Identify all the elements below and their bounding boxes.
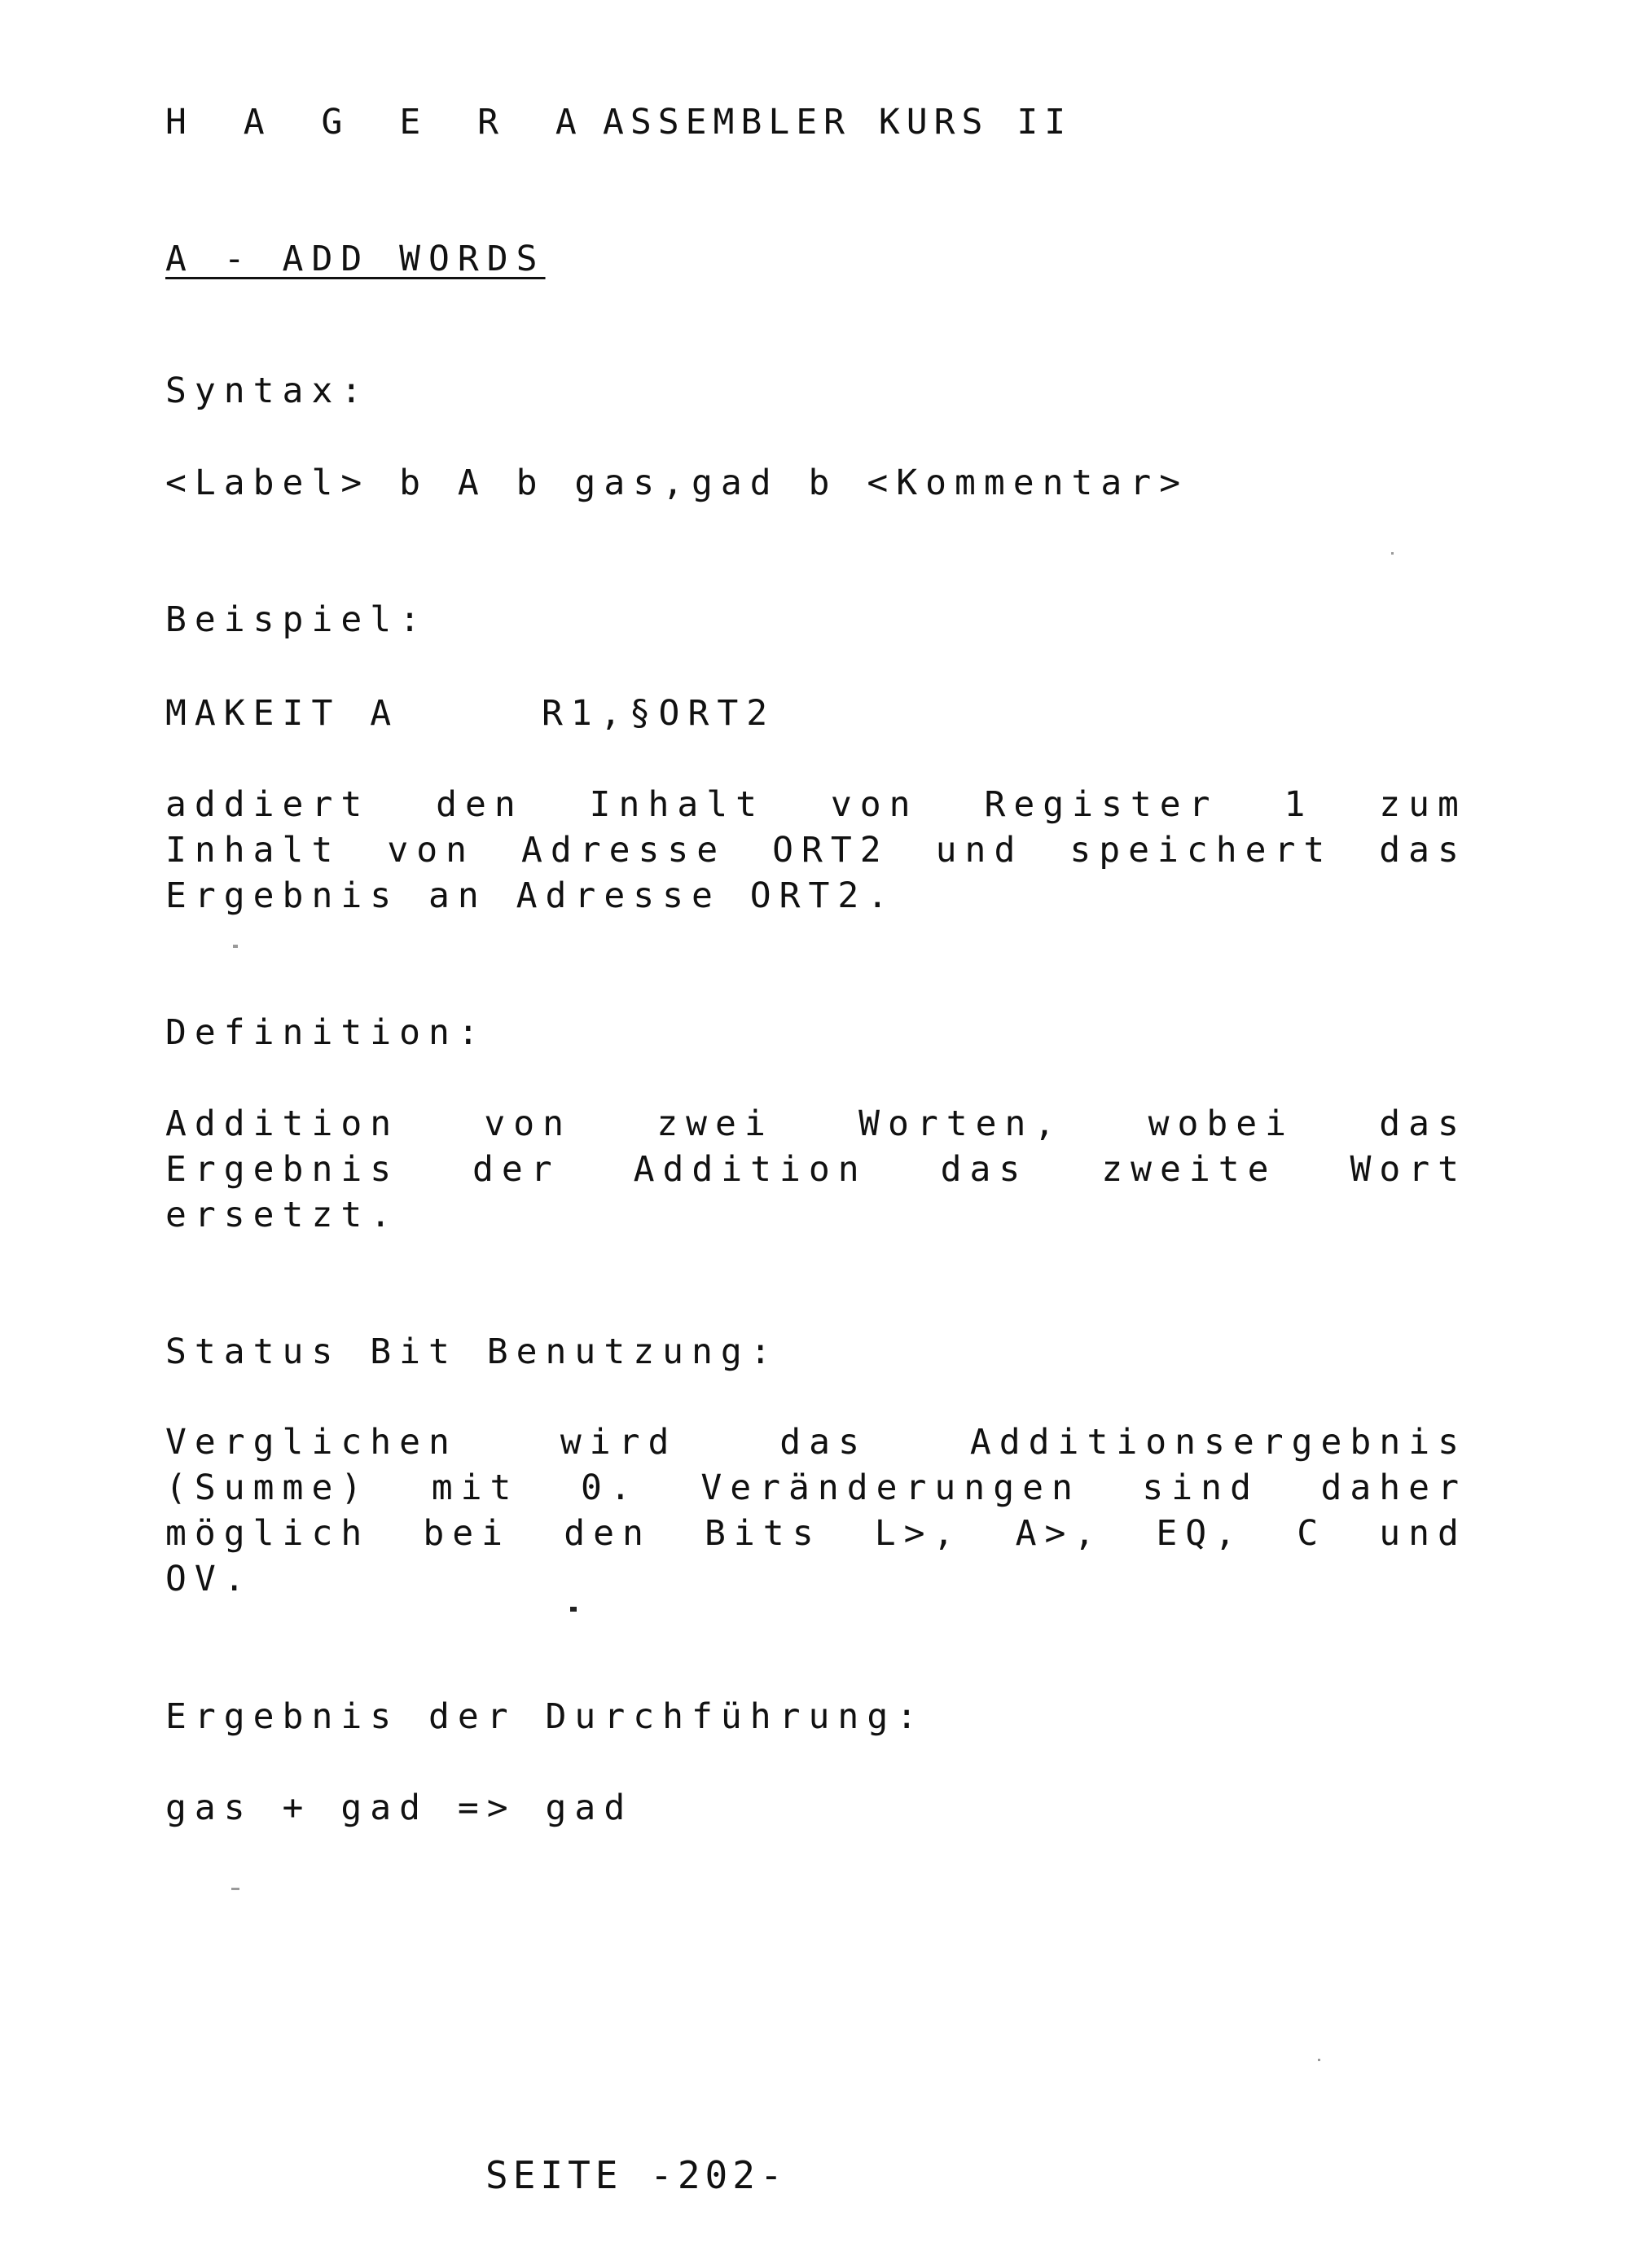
syntax-line: <Label> b A b gas,gad b <Kommentar> xyxy=(165,463,1189,503)
status-bits-heading: Status Bit Benutzung: xyxy=(165,1331,779,1372)
status-bits-line-1: Verglichen wird das Additionsergebnis xyxy=(165,1422,1467,1463)
example-code-operands: R1,§ORT2 xyxy=(542,693,776,734)
status-bits-line-3: möglich bei den Bits L>, A>, EQ, C und xyxy=(165,1513,1467,1554)
scan-speck xyxy=(233,945,238,948)
scan-speck xyxy=(1391,552,1394,555)
header-course-title: ASSEMBLER KURS II xyxy=(603,102,1073,143)
example-code-label: MAKEIT A xyxy=(165,693,400,734)
result-heading: Ergebnis der Durchführung: xyxy=(165,1696,926,1737)
example-description-line-3: Ergebnis an Adresse ORT2. xyxy=(165,875,897,916)
status-bits-line-2: (Summe) mit 0. Veränderungen sind daher xyxy=(165,1467,1467,1508)
definition-line-1: Addition von zwei Worten, wobei das xyxy=(165,1103,1467,1144)
scan-speck xyxy=(231,1888,239,1890)
syntax-heading: Syntax: xyxy=(165,371,371,411)
scan-speck xyxy=(570,1607,577,1612)
result-formula: gas + gad => gad xyxy=(165,1788,634,1828)
scan-speck xyxy=(1318,2059,1320,2061)
definition-heading: Definition: xyxy=(165,1012,487,1053)
section-title: A - ADD WORDS xyxy=(165,239,546,279)
definition-line-2: Ergebnis der Addition das zweite Wort xyxy=(165,1149,1467,1190)
example-heading: Beispiel: xyxy=(165,599,428,640)
status-bits-line-4: OV. xyxy=(165,1559,253,1599)
page-number: SEITE -202- xyxy=(485,2153,788,2197)
example-description-line-1: addiert den Inhalt von Register 1 zum xyxy=(165,784,1467,825)
example-description-line-2: Inhalt von Adresse ORT2 und speichert das xyxy=(165,830,1467,871)
header-hagera: H A G E R A xyxy=(165,102,595,143)
definition-line-3: ersetzt. xyxy=(165,1195,400,1235)
